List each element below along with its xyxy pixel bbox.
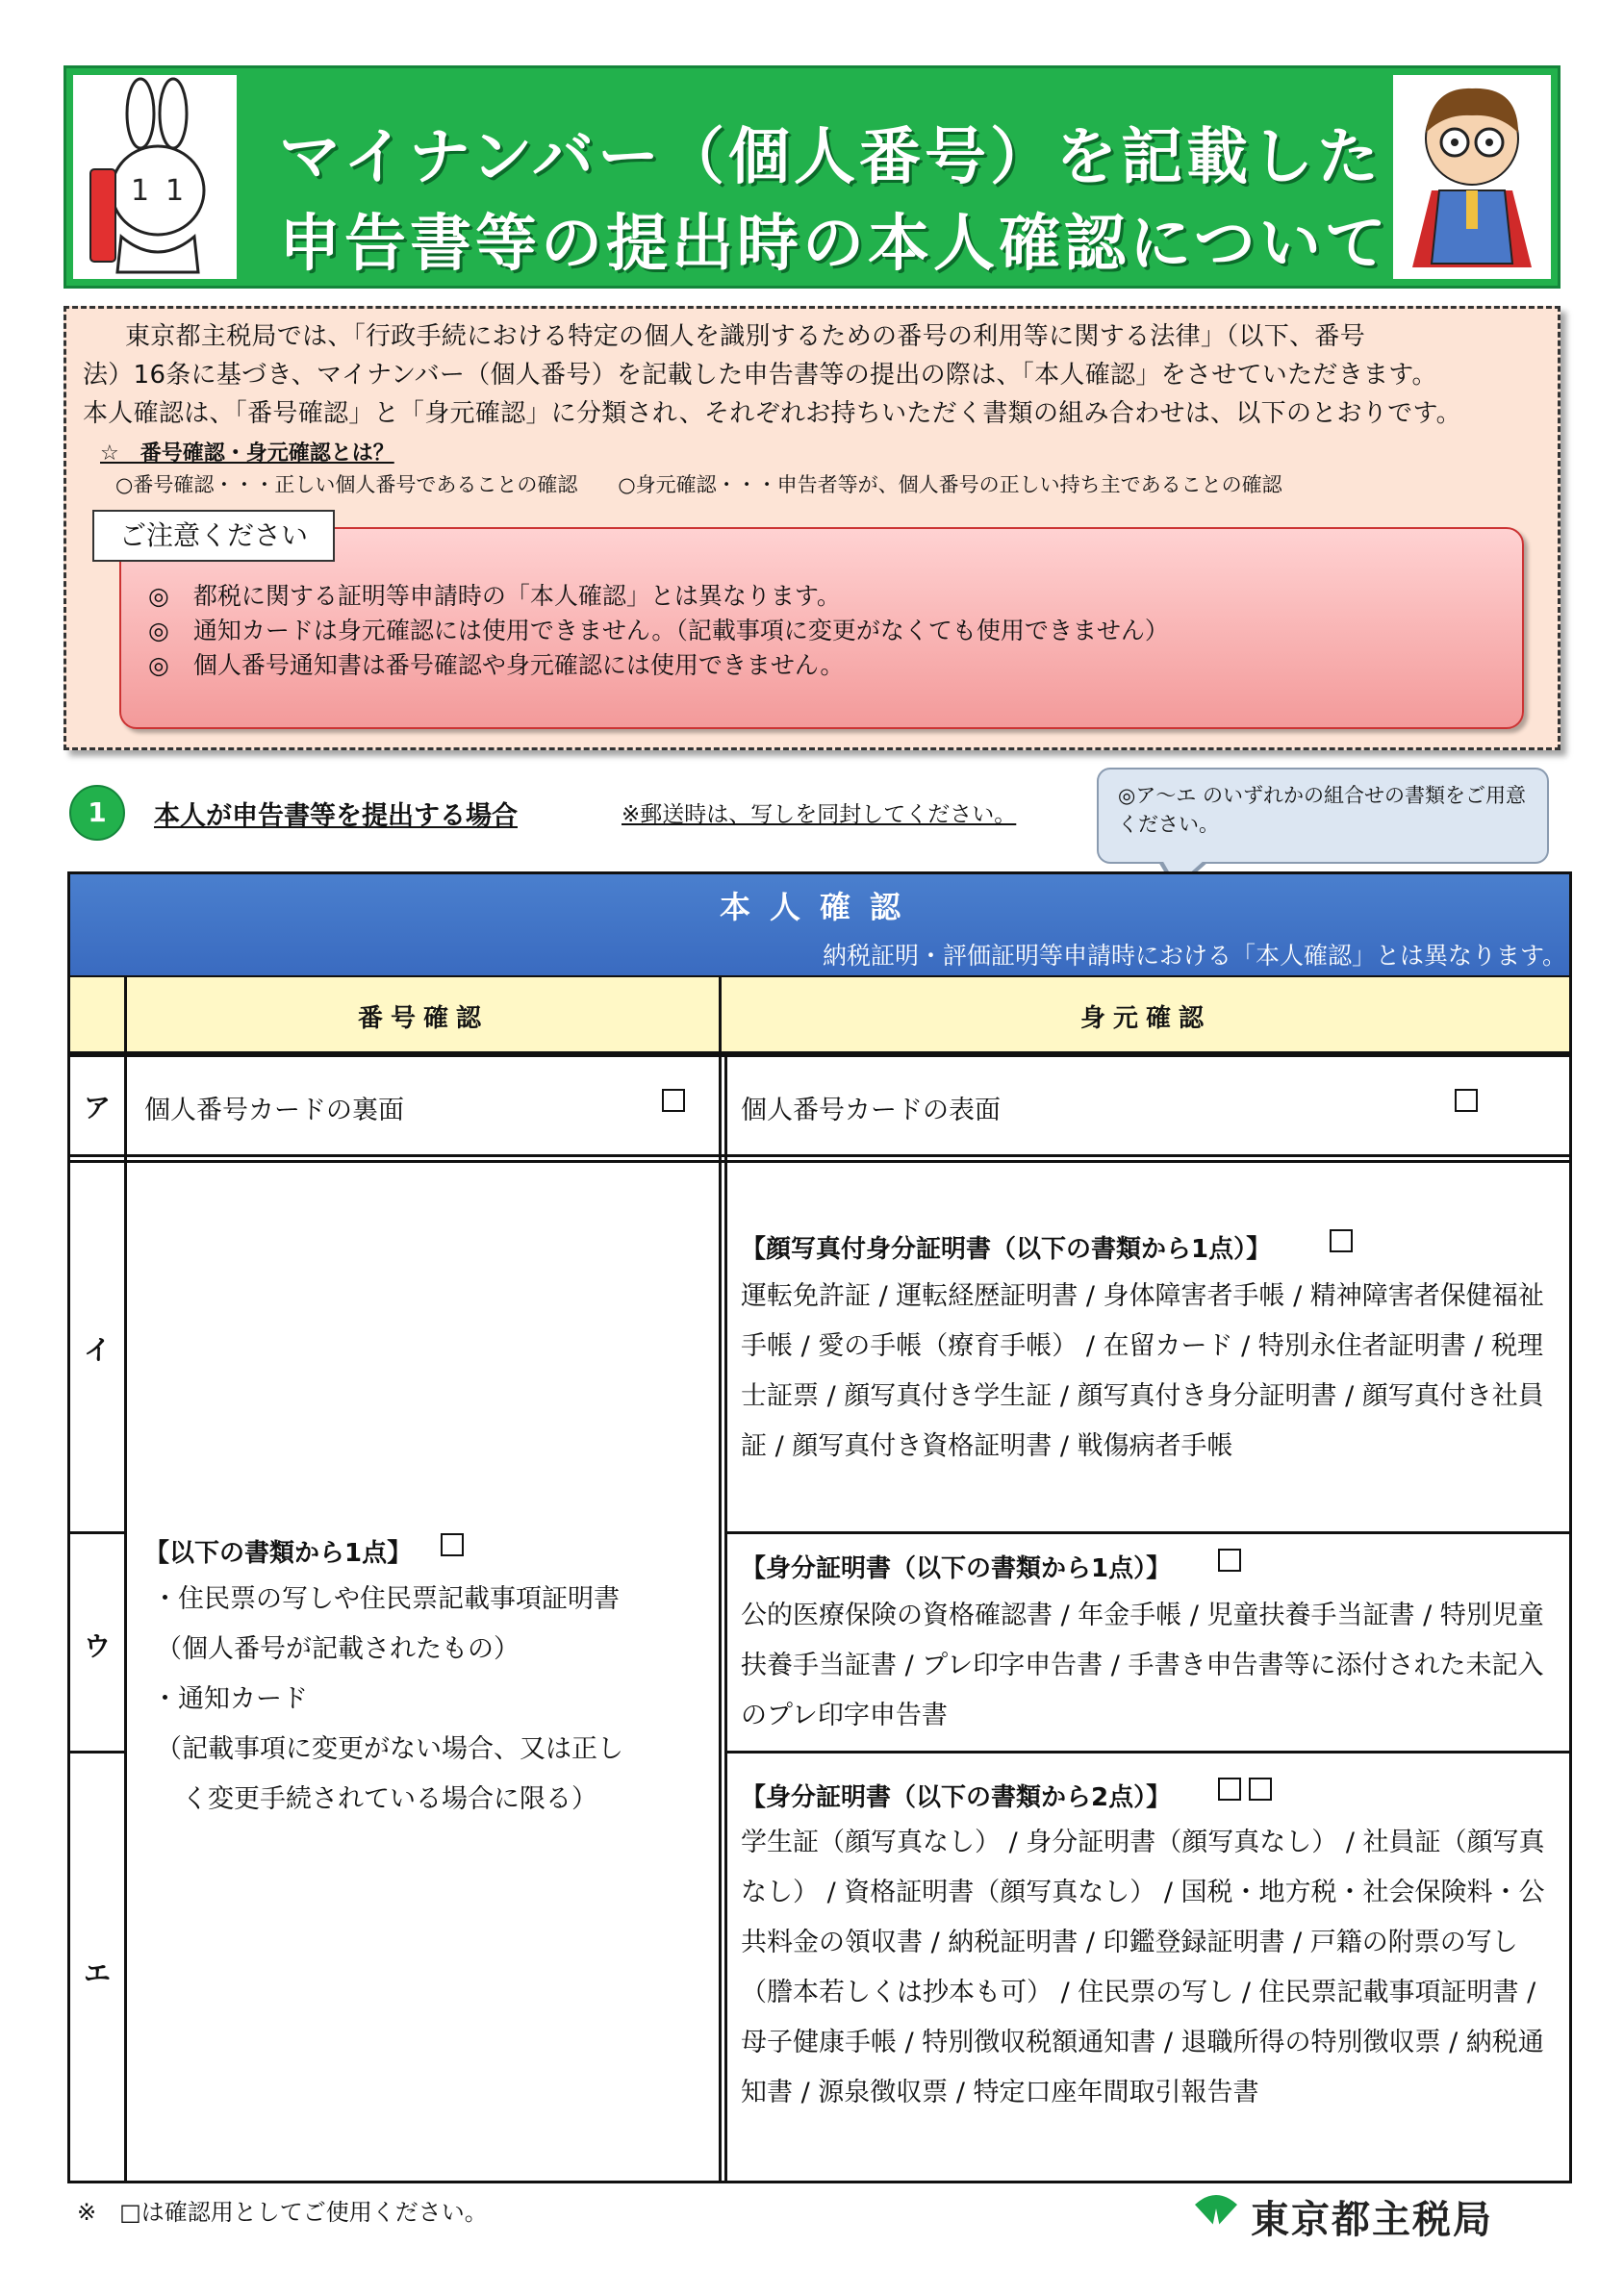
- notice-tab: ご注意ください: [92, 510, 335, 562]
- row-label-u: ウ: [83, 1630, 111, 1662]
- page-title-line1: マイナンバー（個人番号）を記載した: [279, 122, 1383, 193]
- intro-text-line2: 法）16条に基づき、マイナンバー（個人番号）を記載した申告書等の提出の際は、「本人確認」をさせていただきます。: [83, 361, 1437, 390]
- callout-bubble: ◎ア～エ のいずれかの組合せの書類をご用意ください。: [1097, 768, 1549, 864]
- column-header-mimoto: 身元確認: [1079, 1004, 1211, 1033]
- page-title-line2: 申告書等の提出時の本人確認について: [279, 209, 1390, 280]
- svg-text:1: 1: [165, 174, 185, 208]
- table-subtitle: 納税証明・評価証明等申請時における「本人確認」とは異なります。: [822, 942, 1566, 970]
- grid-line: [70, 1160, 1569, 1163]
- bango-shared-heading: 【以下の書類から1点】: [144, 1539, 413, 1568]
- check-box[interactable]: [1249, 1778, 1272, 1801]
- row-label-a: ア: [83, 1092, 111, 1123]
- svg-text:1: 1: [131, 174, 150, 208]
- row-label-i: イ: [83, 1334, 111, 1366]
- notice-item: ◎ 都税に関する証明等申請時の「本人確認」とは異なります。: [148, 582, 841, 610]
- caped-boy-mascot-icon: [1393, 75, 1551, 279]
- logo-text: 東京都主税局: [1251, 2198, 1493, 2242]
- rabbit-mascot-icon: [73, 75, 237, 279]
- bango-shared-item: ・通知カード: [152, 1684, 308, 1714]
- definition-heading: ☆ 番号確認・身元確認とは？: [100, 442, 394, 466]
- mimoto-a-text: 個人番号カードの表面: [741, 1096, 1001, 1125]
- table-title: 本人確認: [719, 889, 920, 925]
- notice-item: ◎ 通知カードは身元確認には使用できません。（記載事項に変更がなくても使用できません）: [148, 617, 1169, 644]
- bango-shared-item: （個人番号が記載されたもの）: [156, 1634, 520, 1664]
- grid-line: [724, 1054, 727, 2183]
- check-box[interactable]: [1218, 1549, 1241, 1572]
- mimoto-i-text: 運転免許証 / 運転経歴証明書 / 身体障害者手帳 / 精神障害者保健福祉手帳 / 愛の手帳（療育手帳） / 在留カード / 特別永住者証明書 / 税理士証票 / 顔写真付き学生証 / 顔写真付き身分証明書 / 顔写真付き社員証 / 顔写真付き資格証明書 / 戦傷病者手帳: [741, 1281, 1544, 1461]
- grid-line: [70, 1531, 124, 1534]
- mimoto-u-text: 公的医療保険の資格確認書 / 年金手帳 / 児童扶養手当証書 / 特別児童扶養手当証書 / プレ印字申告書 / 手書き申告書等に添付された未記入のプレ印字申告書: [741, 1601, 1544, 1730]
- check-box[interactable]: [1218, 1778, 1241, 1801]
- check-box[interactable]: [1455, 1089, 1478, 1112]
- mimoto-i-heading: 【顔写真付身分証明書（以下の書類から1点）】: [741, 1235, 1272, 1264]
- section-number-badge: 1: [69, 785, 125, 841]
- section-title: 本人が申告書等を提出する場合: [154, 801, 518, 831]
- grid-line: [70, 1054, 1569, 1057]
- column-header-bango: 番号確認: [357, 1004, 489, 1033]
- bango-shared-item: く変更手続されている場合に限る）: [156, 1784, 597, 1814]
- mimoto-e-text: 学生証（顔写真なし） / 身分証明書（顔写真なし） / 社員証（顔写真なし） / 資格証明書（顔写真なし） / 国税・地方税・社会保険料・公共料金の領収書 / 納税証明書 / 印鑑登録証明書 / 戸籍の附票の写し（謄本若しくは抄本も可） / 住民票の写し / 住民票記載事項証明書 / 母子健康手帳 / 特別徴収税額通知書 / 退職所得の特別徴収票 / 納税通知書 / 源泉徴収票 / 特定口座年間取引報告書: [741, 1828, 1545, 2107]
- check-box[interactable]: [441, 1533, 464, 1556]
- tokyo-ginkgo-logo-icon: [1191, 2191, 1241, 2230]
- grid-line: [724, 1751, 1569, 1754]
- mimoto-u-heading: 【身分証明書（以下の書類から1点）】: [741, 1554, 1172, 1583]
- footer-note: ※ □は確認用としてご使用ください。: [77, 2199, 488, 2226]
- section-mail-note: ※郵送時は、写しを同封してください。: [622, 802, 1017, 827]
- definition-text: ○番号確認・・・正しい個人番号であることの確認 ○身元確認・・・申告者等が、個人番号の正しい持ち主であることの確認: [115, 473, 1282, 496]
- grid-line: [70, 1751, 124, 1754]
- mimoto-e-heading: 【身分証明書（以下の書類から2点）】: [741, 1783, 1172, 1812]
- row-label-e: エ: [83, 1957, 111, 1989]
- bango-a-text: 個人番号カードの裏面: [144, 1096, 404, 1125]
- intro-text-line3: 本人確認は、「番号確認」と「身元確認」に分類され、それぞれお持ちいただく書類の組み合わせは、以下のとおりです。: [83, 399, 1461, 428]
- check-box[interactable]: [662, 1089, 685, 1112]
- bango-shared-item: ・住民票の写しや住民票記載事項証明書: [152, 1584, 620, 1614]
- grid-line: [70, 1154, 1569, 1157]
- bango-shared-item: （記載事項に変更がない場合、又は正し: [156, 1734, 623, 1764]
- grid-line: [724, 1531, 1569, 1534]
- intro-text-line1: 東京都主税局では、「行政手続における特定の個人を識別するための番号の利用等に関する法律」（以下、番号: [125, 322, 1366, 351]
- notice-item: ◎ 個人番号通知書は番号確認や身元確認には使用できません。: [148, 651, 845, 679]
- check-box[interactable]: [1330, 1229, 1353, 1252]
